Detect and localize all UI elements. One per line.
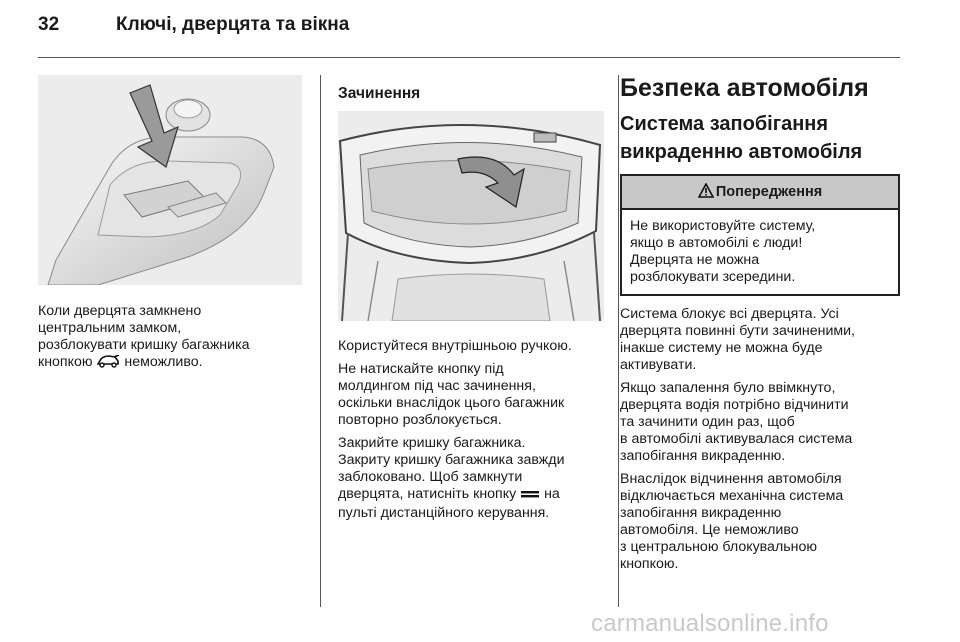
- col2-p3: [338, 435, 610, 522]
- text-line: запобігання викраденню.: [620, 448, 786, 464]
- header-divider: [38, 57, 900, 58]
- column-1: [38, 75, 302, 373]
- text-line: запобігання викраденню: [620, 505, 782, 521]
- lock-button-icon: [520, 488, 540, 505]
- column-divider: [320, 75, 321, 607]
- text-line: Коли дверцята замкнено: [38, 303, 202, 319]
- text-line: в автомобілі активувалася система: [620, 431, 853, 447]
- key-fob-illustration: [38, 75, 302, 285]
- text-fragment: на: [544, 486, 560, 502]
- text-line: розблокувати кришку багажника: [38, 337, 250, 353]
- heading-anti-theft: [620, 110, 905, 166]
- text-line: [338, 486, 610, 505]
- page-title: Ключі, дверцята та вікна: [116, 14, 350, 35]
- text-line: розблокувати зсередини.: [630, 269, 796, 285]
- warning-box: [620, 174, 900, 296]
- text-line: інакше систему не можна буде: [620, 340, 823, 356]
- text-line: пульті дистанційного керування.: [338, 505, 550, 521]
- text-line: повторно розблокується.: [338, 412, 502, 428]
- watermark: carmanualsonline.info: [591, 610, 829, 637]
- warning-title: Попередження: [715, 184, 823, 200]
- text-line: Система запобігання: [620, 113, 829, 135]
- text-line: відключається механічна система: [620, 488, 844, 504]
- text-line: молдингом під час зачинення,: [338, 378, 536, 394]
- text-line: з центральною блокувальною: [620, 539, 817, 555]
- text-line: та зачинити один раз, щоб: [620, 414, 795, 430]
- text-line: [38, 354, 302, 373]
- text-line: Дверцята не можна: [630, 252, 760, 268]
- section-title: Зачинення: [338, 85, 421, 102]
- text-line: активувати.: [620, 357, 697, 373]
- text-line: Якщо запалення було ввімкнуто,: [620, 380, 836, 396]
- column-divider: [618, 75, 619, 607]
- text-line: заблоковано. Щоб замкнути: [338, 469, 523, 485]
- text-fragment: кнопкою: [38, 354, 93, 370]
- col3-p1: [620, 306, 905, 374]
- warning-body: [622, 210, 898, 294]
- text-line: Не використовуйте систему,: [630, 218, 816, 234]
- text-line: Закрийте кришку багажника.: [338, 435, 526, 451]
- text-fragment: дверцята, натисніть кнопку: [338, 486, 517, 502]
- heading-vehicle-security: Безпека автомобіля: [620, 74, 869, 102]
- text-line: оскільки внаслідок цього багажник: [338, 395, 565, 411]
- col2-p2: [338, 361, 610, 429]
- text-line: якщо в автомобілі є люди!: [630, 235, 803, 251]
- page-header: [38, 14, 349, 46]
- text-line: Система блокує всі дверцята. Усі: [620, 306, 839, 322]
- text-line: кнопкою.: [620, 556, 679, 572]
- text-line: Не натискайте кнопку під: [338, 361, 504, 377]
- trunk-closing-illustration: [338, 111, 604, 321]
- col1-paragraph: [38, 303, 302, 373]
- text-line: дверцята водія потрібно відчинити: [620, 397, 849, 413]
- col3-p2: [620, 380, 905, 465]
- text-line: центральним замком,: [38, 320, 182, 336]
- warning-triangle-icon: [698, 183, 714, 201]
- text-line: дверцята повинні бути зачиненими,: [620, 323, 855, 339]
- text-fragment: неможливо.: [124, 354, 203, 370]
- text-line: Закриту кришку багажника завжди: [338, 452, 565, 468]
- car-trunk-icon: [96, 355, 120, 373]
- text-line: Внаслідок відчинення автомобіля: [620, 471, 842, 487]
- text-line: автомобіля. Це неможливо: [620, 522, 799, 538]
- col2-p1: Користуйтеся внутрішньою ручкою.: [338, 338, 572, 354]
- col3-p3: [620, 471, 905, 573]
- column-2: [338, 75, 610, 522]
- warning-header: [622, 176, 898, 210]
- page-number: 32: [38, 14, 60, 35]
- column-3: [620, 75, 905, 573]
- text-line: викраденню автомобіля: [620, 141, 863, 163]
